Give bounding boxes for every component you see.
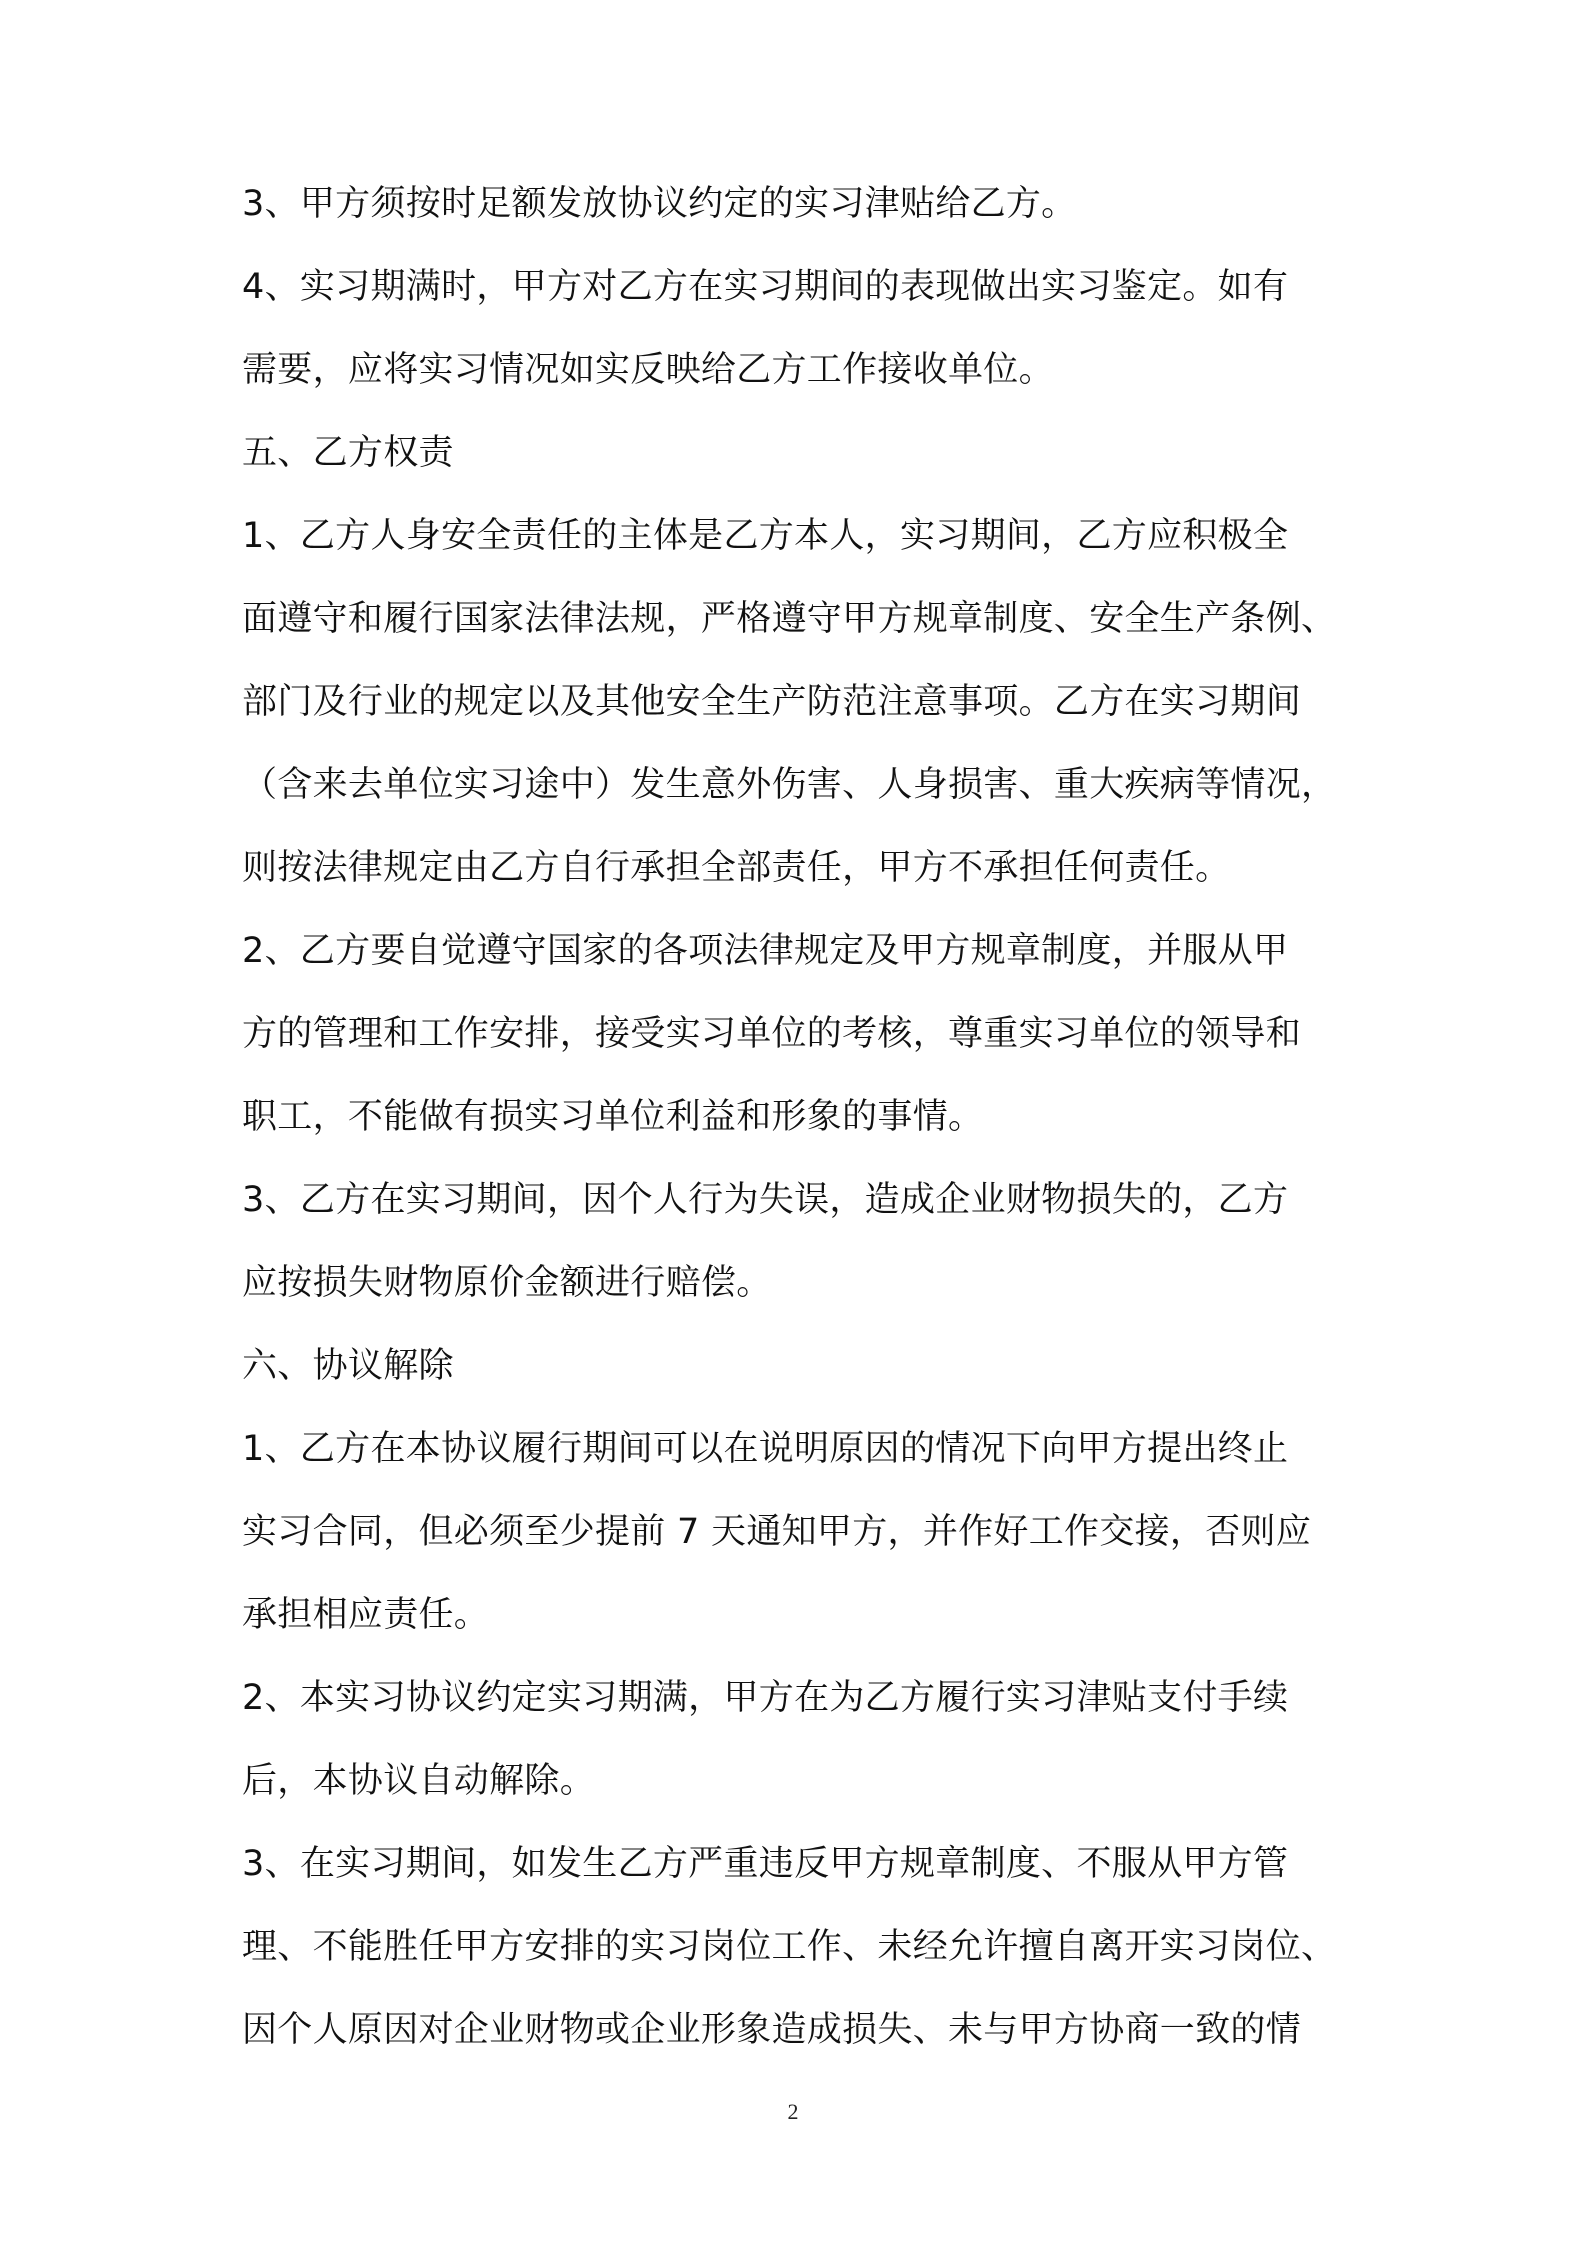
text-line: 4、实习期满时，甲方对乙方在实习期间的表现做出实习鉴定。如有	[242, 267, 1289, 307]
text-line: 方的管理和工作安排，接受实习单位的考核，尊重实习单位的领导和	[242, 1014, 1302, 1054]
text-line: 3、乙方在实习期间，因个人行为失误，造成企业财物损失的，乙方	[242, 1180, 1289, 1220]
page-number: 2	[787, 2099, 799, 2124]
text-line: 面遵守和履行国家法律法规，严格遵守甲方规章制度、安全生产条例、	[242, 599, 1337, 639]
text-line: 应按损失财物原价金额进行赔偿。	[242, 1263, 772, 1303]
text-line: 3、在实习期间，如发生乙方严重违反甲方规章制度、不服从甲方管	[242, 1844, 1289, 1884]
text-line: （含来去单位实习途中）发生意外伤害、人身损害、重大疾病等情况，	[242, 765, 1337, 805]
text-line: 1、乙方在本协议履行期间可以在说明原因的情况下向甲方提出终止	[242, 1429, 1289, 1469]
text-line: 承担相应责任。	[242, 1595, 490, 1635]
text-line: 因个人原因对企业财物或企业形象造成损失、未与甲方协商一致的情	[242, 2010, 1302, 2050]
text-line: 2、乙方要自觉遵守国家的各项法律规定及甲方规章制度，并服从甲	[242, 931, 1289, 971]
text-line: 部门及行业的规定以及其他安全生产防范注意事项。乙方在实习期间	[242, 682, 1302, 722]
text-line: 后，本协议自动解除。	[242, 1761, 596, 1801]
text-line: 2、本实习协议约定实习期满，甲方在为乙方履行实习津贴支付手续	[242, 1678, 1289, 1718]
text-line: 理、不能胜任甲方安排的实习岗位工作、未经允许擅自离开实习岗位、	[242, 1927, 1337, 1967]
section-heading: 六、协议解除	[242, 1346, 454, 1386]
text-line: 则按法律规定由乙方自行承担全部责任，甲方不承担任何责任。	[242, 848, 1231, 888]
text-line: 需要，应将实习情况如实反映给乙方工作接收单位。	[242, 350, 1054, 390]
text-line: 3、甲方须按时足额发放协议约定的实习津贴给乙方。	[242, 184, 1077, 224]
section-heading: 五、乙方权责	[242, 433, 454, 473]
text-line: 实习合同，但必须至少提前 7 天通知甲方，并作好工作交接，否则应	[242, 1512, 1312, 1552]
text-line: 职工，不能做有损实习单位利益和形象的事情。	[242, 1097, 984, 1137]
text-line: 1、乙方人身安全责任的主体是乙方本人，实习期间，乙方应积极全	[242, 516, 1289, 556]
